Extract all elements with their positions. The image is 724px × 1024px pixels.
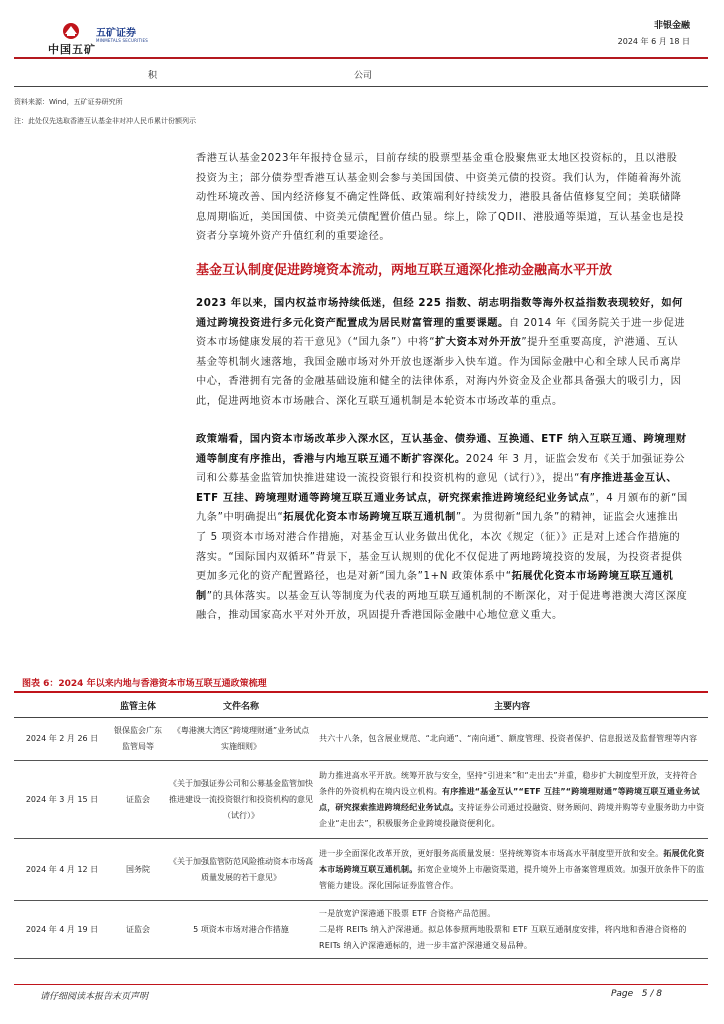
table-row [14,761,708,839]
prev-table-cell-left: 积 [148,71,158,81]
row-content: 一是放宽沪深港通下股票 ETF 合资格产品范围。 二是将 REITs 纳入沪深港通。拟总体参照两地股票和 ETF 互联互通制度安排，将内地和香港合资格的 REITs 纳入沪深港通标的，进一步丰富沪深港通交易品种。 [316,901,708,959]
page-number: Page 5 / 8 [610,989,662,999]
company-logo-icon [62,22,80,40]
row-document: 《关于加强监管防范风险推动资本市场高质量发展的若干意见》 [166,839,316,901]
row-document: 《粤港澳大湾区“跨境理财通”业务试点实施细则》 [166,718,316,761]
header-date [14,693,110,718]
table-row [14,839,708,901]
logo-company-name: 中国五矿 [48,43,96,56]
header-agency: 监管主体 [110,693,166,718]
row-document: 《关于加强证券公司和公募基金监管加快推进建设一流投资银行和投资机构的意见（试行）》 [166,761,316,839]
row-agency: 国务院 [110,839,166,901]
table-row [14,718,708,761]
paragraph-cross-border-investment: 2023 年以来，国内权益市场持续低迷，但经 225 指数、胡志明指数等海外权益指数表现较好，如何通过跨境投资进行多元化资产配置成为居民财富管理的重要课题。自 2014 年《国务院关于进一步促进资本市场健康发展的若干意见》（“国九条”）中将“扩大资本对外开放”提升至重要高度，沪港通、互认基金等机制火速落地，我国金融市场对外开放也逐渐步入快车道。作为国际金融中心和全球人民币离岸中心，香港拥有完备的金融基础设施和健全的法律体系，对海内外资金及企业都具备强大的吸引力，因此，促进两地资本市场融合、深化互联互通机制是本轮资本市场改革的重点。 [196,298,686,407]
logo-brand-subtitle: MINMETALS SECURITIES [96,38,148,43]
source-note: 资料来源：Wind，五矿证券研究所 [14,98,123,106]
row-date: 2024 年 3 月 15 日 [14,761,110,839]
policy-table [14,693,708,959]
row-agency: 证监会 [110,901,166,959]
footnote: 注：此处仅先选取香港互认基金非对冲人民币累计份额列示 [14,117,196,125]
report-category: 非银金融 [653,21,690,31]
header-content: 主要内容 [316,693,708,718]
paragraph-hk-mutual-funds: 香港互认基金2023年年报持仓显示，目前存续的股票型基金重仓股聚焦亚太地区投资标的，且以港股投资为主；部分债券型香港互认基金则会参与美国国债、中资美元债的投资。我们认为，伴随着海外流动性环境改善、国内经济修复不确定性降低、政策端利好持续发力，港股具备估值修复空间；美联储降息周期临近，美国国债、中资美元债配置价值凸显。综上，除了QDII、港股通等渠道，互认基金也是投资者分享境外资产升值红利的重要途径。 [196,153,685,243]
row-date: 2024 年 4 月 19 日 [14,901,110,959]
row-document: 5 项资本市场对港合作措施 [166,901,316,959]
paragraph-lead: 2023 年以来，国内权益市场持续低迷，但经 225 指数、胡志明指数等海外权益指数表现较好，如何通过跨境投资进行多元化资产配置成为居民财富管理的重要课题。 [196,298,683,329]
row-agency: 银保监会广东监管局等 [110,718,166,761]
row-date: 2024 年 2 月 26 日 [14,718,110,761]
table-header-row [14,693,708,718]
prev-table-bottom-rule [14,86,708,87]
header-rule [14,57,708,59]
prev-table-cell-right: 公司 [354,71,373,81]
paragraph-lead: 政策端看，国内资本市场改革步入深水区，互认基金、债券通、互换通、ETF 纳入互联互通、跨境理财通等制度有序推出，香港与内地互联互通不断扩容深化。 [196,434,687,465]
report-date: 2024 年 6 月 18 日 [617,37,690,46]
row-content: 助力推进高水平开放。统筹开放与安全，坚持“引进来”和“走出去”并重，稳步扩大制度型开放，支持符合条件的外资机构在境内设立机构。有序推进“基金互认”“ETF 互挂”“跨境理财通”等跨境互联互通业务试点，研究探索推进跨境经纪业务试点。支持证券公司通过投融资、财务顾问、跨境并购等专业服务助力中资企业“走出去”，积极服务企业跨境投融资便利化。 [316,761,708,839]
paragraph-policy-review: 政策端看，国内资本市场改革步入深水区，互认基金、债券通、互换通、ETF 纳入互联互通、跨境理财通等制度有序推出，香港与内地互联互通不断扩容深化。2024 年 3 月，证监会发布《关于加强证券公司和公募基金监管加快推进建设一流投资银行和投资机构的意见（试行）》，提出“有序推进基金互认、ETF 互挂、跨境理财通等跨境互联互通业务试点，研究探索推进跨境经纪业务试点”，4 月颁布的新“国九条”中明确提出“拓展优化资本市场跨境互联互通机制”。为贯彻新“国九条”的精神，证监会火速推出了 5 项资本市场对港合作措施，对基金互认业务做出优化，本次《规定（征）》正是对上述合作措施的落实。“国际国内双循环”背景下，基金互认规则的优化不仅促进了两地跨境投资的发展，为投资者提供更加多元化的资产配置路径，也是对新“国九条”1+N 政策体系中“拓展优化资本市场跨境互联互通机制”的具体落实。以基金互认等制度为代表的两地互联互通机制的不断深化，对于促进粤港澳大湾区深度融合，推动国家高水平对外开放，巩固提升香港国际金融中心地位意义重大。 [196,434,688,622]
row-content: 共六十八条，包含展业规范、“北向通”、“南向通”、额度管理、投资者保护、信息报送及监督管理等内容 [316,718,708,761]
disclaimer-notice: 请仔细阅读本报告末页声明 [40,992,149,1002]
row-agency: 证监会 [110,761,166,839]
row-date: 2024 年 4 月 12 日 [14,839,110,901]
footer-rule [14,984,708,985]
row-content: 进一步全面深化改革开放，更好服务高质量发展：坚持统筹资本市场高水平制度型开放和安全。拓展优化资本市场跨境互联互通机制。拓宽企业境外上市融资渠道，提升境外上市备案管理质效。加强开放条件下的监管能力建设。深化国际证券监管合作。 [316,839,708,901]
section-title: 基金互认制度促进跨境资本流动，两地互联互通深化推动金融高水平开放 [196,263,613,278]
logo-brand-name: 五矿证券 [96,28,136,39]
header-document: 文件名称 [166,693,316,718]
figure-title: 图表 6：2024 年以来内地与香港资本市场互联互通政策梳理 [22,679,267,689]
table-row [14,901,708,959]
